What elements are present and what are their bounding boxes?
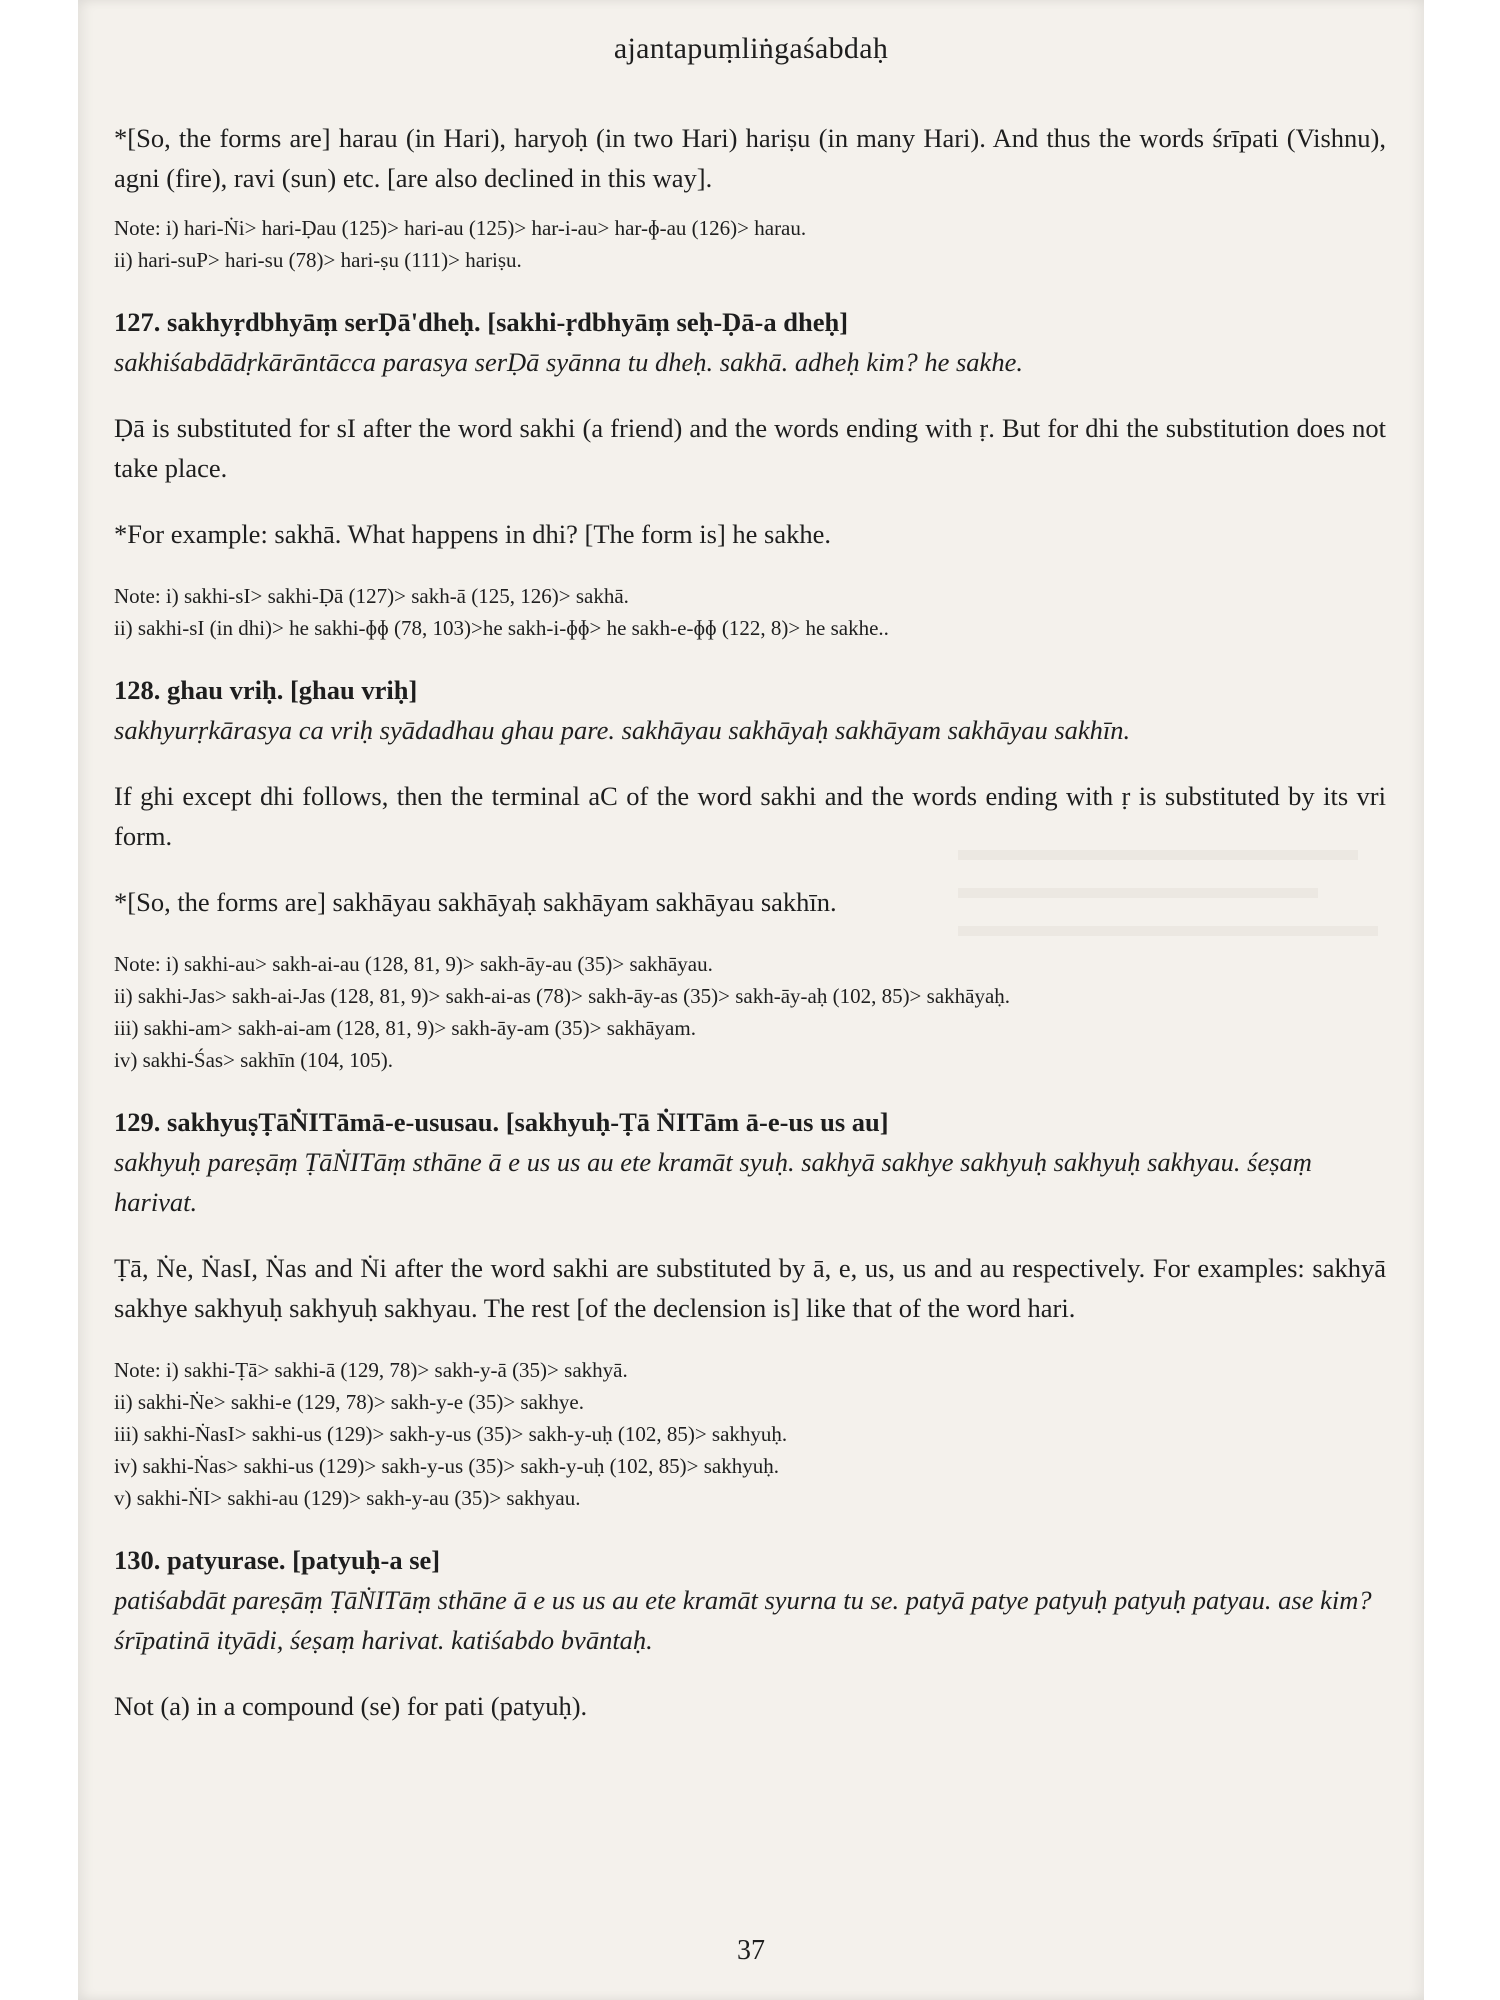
book-page (78, 0, 1424, 2000)
rule-heading: 129. sakhyuṣṬāṄITāmā-e-ususau. [sakhyuḥ-Ṭā ṄITām ā-e-us us au] (114, 1107, 889, 1137)
rule-explanation: Ḍā is substituted for sI after the word sakhi (a friend) and the words ending with ṛ. But for dhi the substitution does not take place. (114, 413, 1386, 483)
rule-heading: 130. patyurase. [patyuḥ-a se] (114, 1545, 441, 1575)
rule-sutra: patiśabdāt pareṣāṃ ṬāṄITāṃ sthāne ā e us us au ete kramāt syurna tu se. patyā patye patyuḥ patyuḥ patyau. ase kim? śrīpatinā ityādi, śeṣaṃ harivat. katiśabdo bvāntaḥ. (114, 1585, 1372, 1655)
rule-example: *For example: sakhā. What happens in dhi? [The form is] he sakhe. (114, 519, 832, 549)
intro-note-2: ii) hari-suP> hari-su (78)> hari-ṣu (111)> hariṣu. (114, 248, 522, 272)
rule-note: ii) sakhi-sI (in dhi)> he sakhi-ɸɸ (78, 103)>he sakh-i-ɸɸ> he sakh-e-ɸɸ (122, 8)> he sakhe.. (114, 616, 889, 640)
rule-127 (114, 302, 1386, 644)
rule-note: iv) sakhi-Ṅas> sakhi-us (129)> sakh-y-us (35)> sakh-y-uḥ (102, 85)> sakhyuḥ. (114, 1454, 780, 1478)
rule-heading: 128. ghau vriḥ. [ghau vriḥ] (114, 675, 418, 705)
rule-explanation: If ghi except dhi follows, then the terminal aC of the word sakhi and the words ending with ṛ is substituted by its vri form. (114, 781, 1386, 851)
rule-129 (114, 1102, 1386, 1514)
rule-sutra: sakhyuḥ pareṣāṃ ṬāṄITāṃ sthāne ā e us us au ete kramāt syuḥ. sakhyā sakhye sakhyuḥ sakhyuḥ sakhyau. śeṣaṃ harivat. (114, 1147, 1312, 1217)
rule-example: *[So, the forms are] sakhāyau sakhāyaḥ sakhāyam sakhāyau sakhīn. (114, 887, 837, 917)
rule-note: Note: i) sakhi-sI> sakhi-Ḍā (127)> sakh-ā (125, 126)> sakhā. (114, 584, 629, 608)
rule-note: Note: i) sakhi-au> sakh-ai-au (128, 81, 9)> sakh-āy-au (35)> sakhāyau. (114, 952, 713, 976)
rule-130 (114, 1540, 1386, 1726)
rule-note: iii) sakhi-ṄasI> sakhi-us (129)> sakh-y-us (35)> sakh-y-uḥ (102, 85)> sakhyuḥ. (114, 1422, 788, 1446)
rule-heading: 127. sakhyṛdbhyāṃ serḌā'dheḥ. [sakhi-ṛdbhyāṃ seḥ-Ḍā-a dheḥ] (114, 307, 849, 337)
rule-note: iii) sakhi-am> sakh-ai-am (128, 81, 9)> sakh-āy-am (35)> sakhāyam. (114, 1016, 696, 1040)
rule-note: v) sakhi-ṄI> sakhi-au (129)> sakh-y-au (35)> sakhyau. (114, 1486, 581, 1510)
rule-note: ii) sakhi-Ṅe> sakhi-e (129, 78)> sakh-y-e (35)> sakhye. (114, 1390, 584, 1414)
running-head: ajantapuṃliṅgaśabdaḥ (613, 32, 889, 65)
rule-note: Note: i) sakhi-Ṭā> sakhi-ā (129, 78)> sakh-y-ā (35)> sakhyā. (114, 1358, 628, 1382)
rule-explanation: Ṭā, Ṅe, ṄasI, Ṅas and Ṅi after the word sakhi are substituted by ā, e, us, us and au respectively. For examples: sakhyā sakhye sakhyuḥ sakhyuḥ sakhyau. The rest [of the declension is] like that of the word hari. (114, 1253, 1386, 1323)
intro-note-1: Note: i) hari-Ṅi> hari-Ḍau (125)> hari-au (125)> har-i-au> har-ɸ-au (126)> harau. (114, 216, 807, 240)
rule-note: iv) sakhi-Śas> sakhīn (104, 105). (114, 1048, 393, 1072)
rule-128 (114, 670, 1386, 1076)
rule-explanation: Not (a) in a compound (se) for pati (patyuḥ). (114, 1691, 588, 1721)
rule-note: ii) sakhi-Jas> sakh-ai-Jas (128, 81, 9)> sakh-ai-as (78)> sakh-āy-as (35)> sakh-āy-aḥ (102, 85)> sakhāyaḥ. (114, 984, 1011, 1008)
rule-sutra: sakhyurṛkārasya ca vriḥ syādadhau ghau pare. sakhāyau sakhāyaḥ sakhāyam sakhāyau sakhīn. (114, 715, 1131, 745)
intro-paragraph: *[So, the forms are] harau (in Hari), haryoḥ (in two Hari) hariṣu (in many Hari). And thus the words śrīpati (Vishnu), agni (fire), ravi (sun) etc. [are also declined in this way]. (114, 123, 1386, 193)
rule-sutra: sakhiśabdādṛkārāntācca parasya serḌā syānna tu dheḥ. sakhā. adheḥ kim? he sakhe. (114, 347, 1023, 377)
page-content (114, 118, 1386, 1726)
page-number: 37 (737, 1935, 765, 1966)
